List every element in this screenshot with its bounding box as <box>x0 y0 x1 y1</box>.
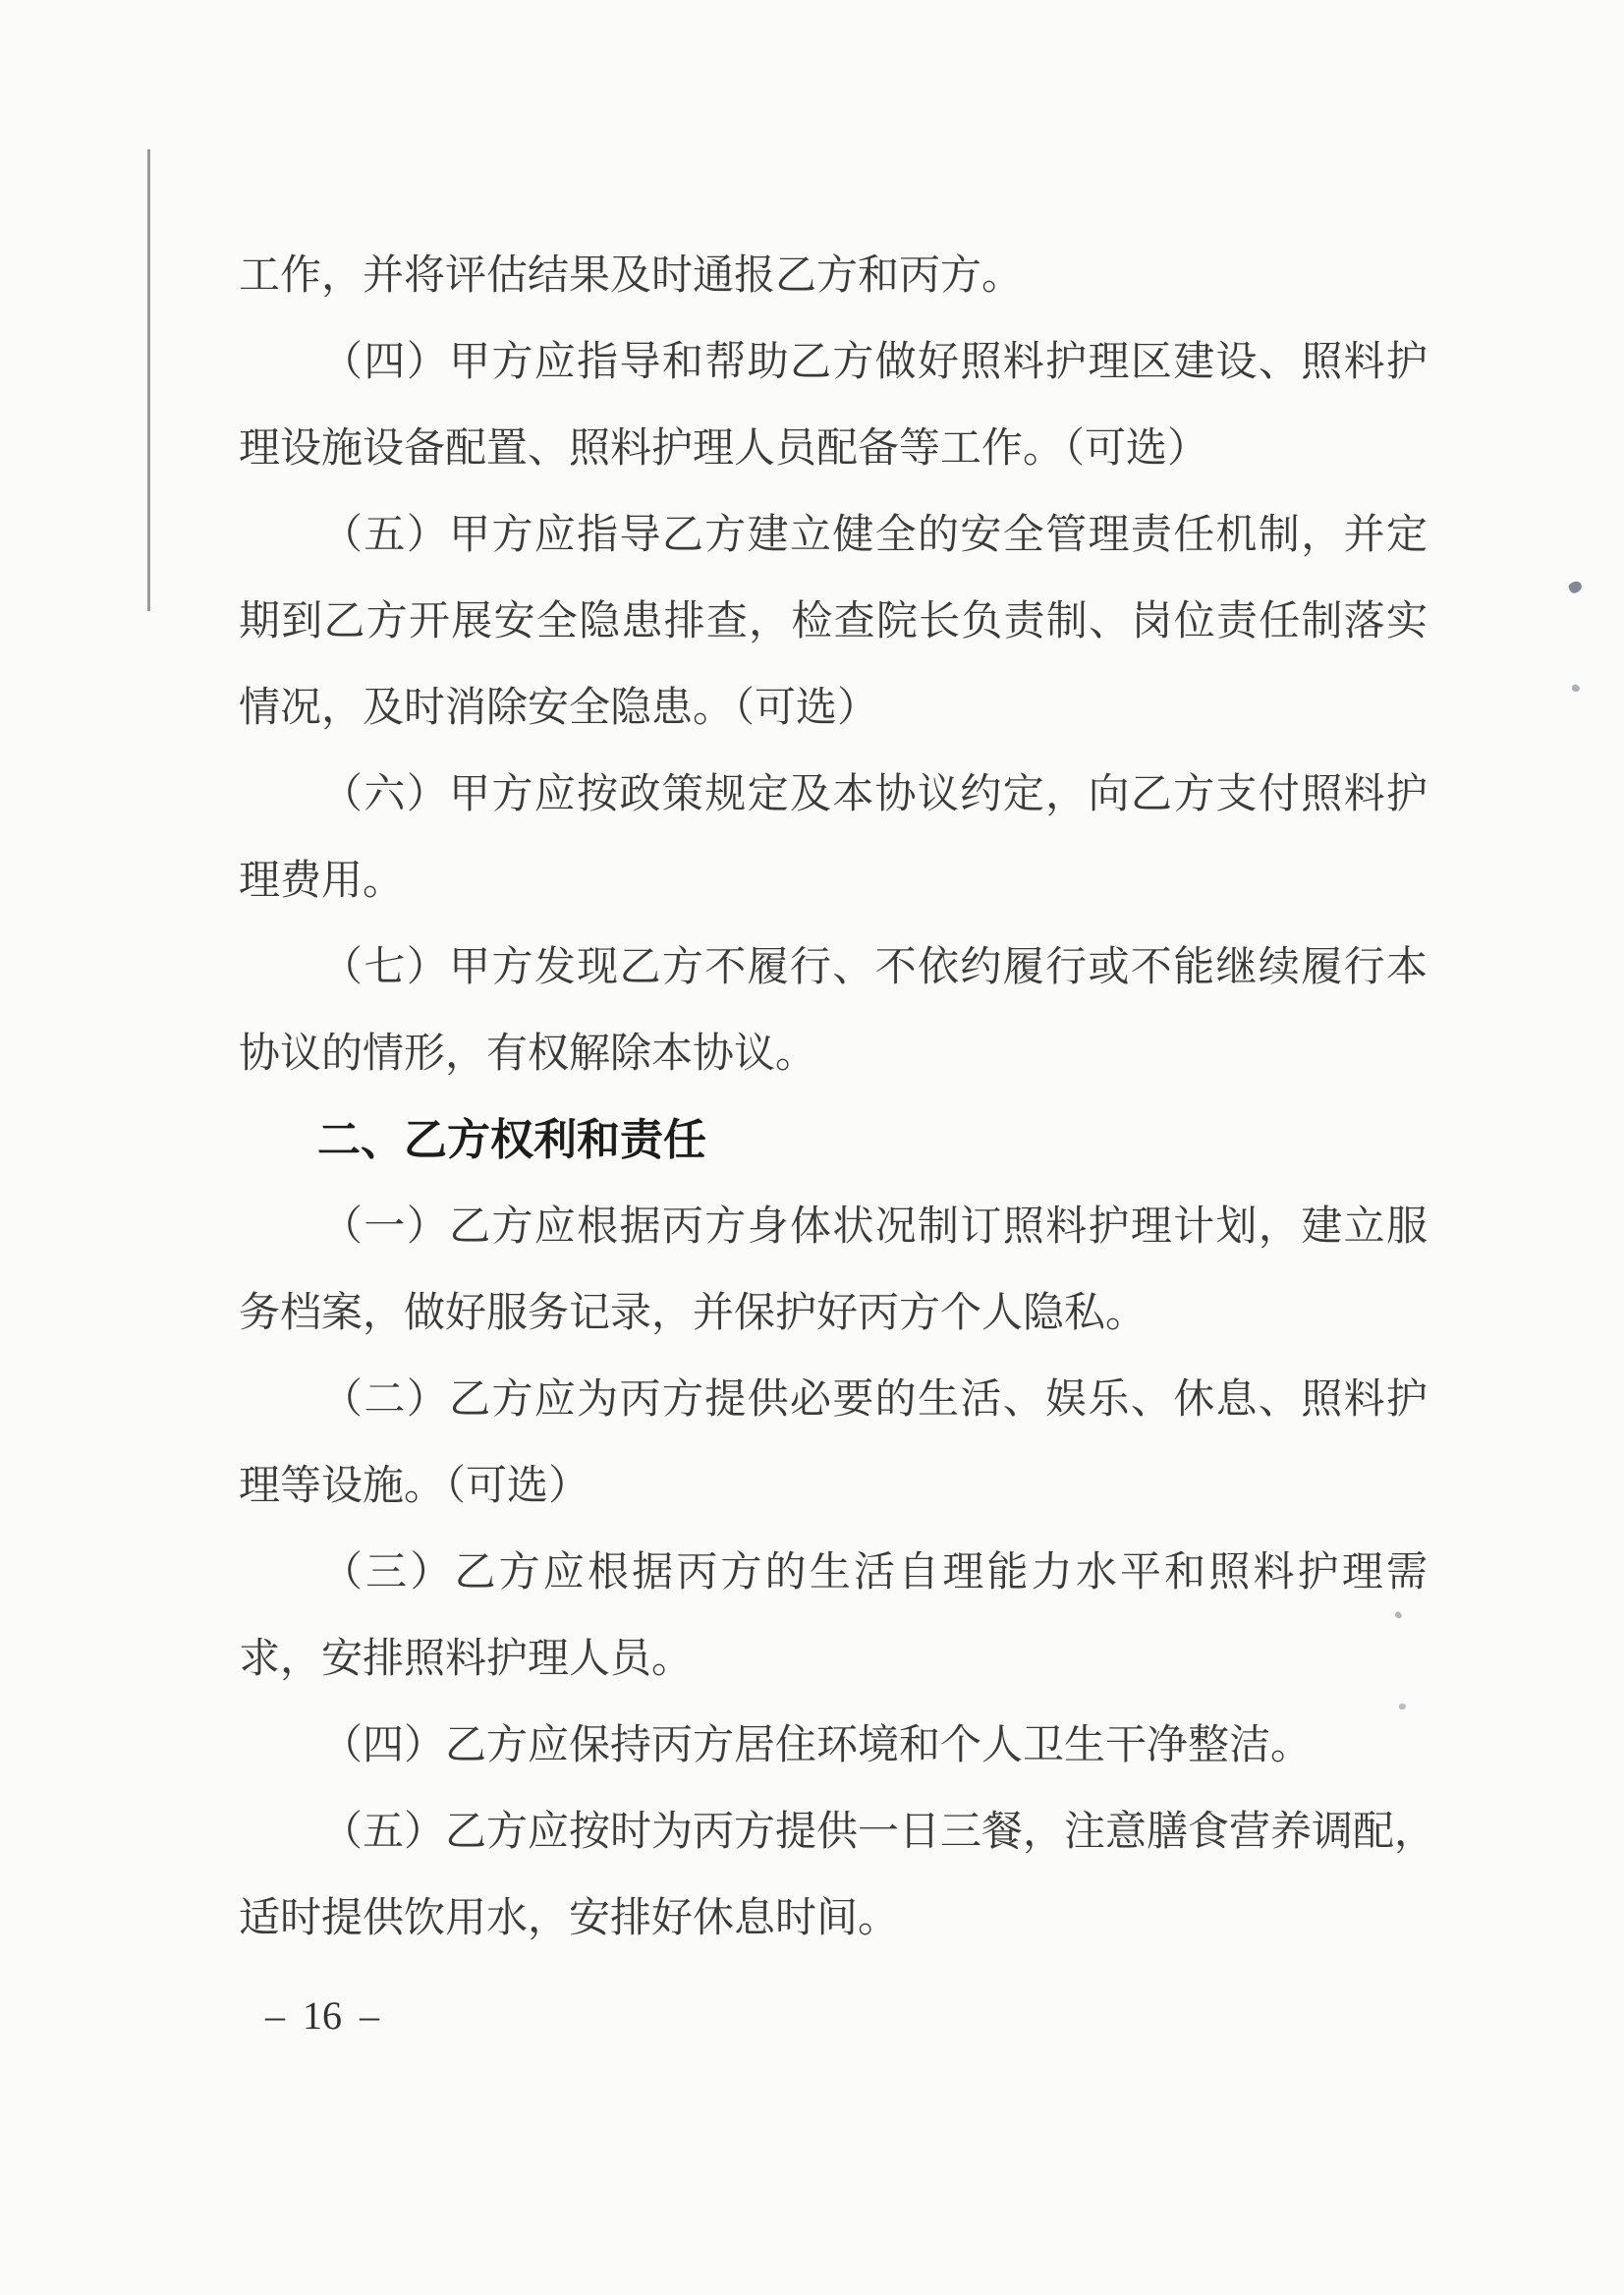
section-heading: 二、乙方权利和责任 <box>317 1116 706 1164</box>
text-line: 求，安排照料护理人员。 <box>239 1637 694 1682</box>
text-line: 工作，并将评估结果及时通报乙方和丙方。 <box>239 253 1024 299</box>
scan-speck <box>1571 684 1581 693</box>
text-line: （一）乙方应根据丙方身体状况制订照料护理计划，建立服 <box>321 1204 1428 1250</box>
text-line: 务档案，做好服务记录，并保护好丙方个人隐私。 <box>239 1291 1148 1336</box>
page-number: – 16 – <box>265 1993 379 2038</box>
document-body <box>239 233 1436 1962</box>
text-line: （四）乙方应保持丙方居住环境和个人卫生干净整洁。 <box>321 1723 1313 1768</box>
text-line: （四）甲方应指导和帮助乙方做好照料护理区建设、照料护 <box>321 340 1428 385</box>
scan-edge-line <box>147 149 150 611</box>
text-line: （三）乙方应根据丙方的生活自理能力水平和照料护理需 <box>321 1550 1428 1595</box>
text-line: 适时提供饮用水，安排好休息时间。 <box>239 1896 900 1941</box>
text-line: （五）乙方应按时为丙方提供一日三餐，注意膳食营养调配， <box>321 1810 1436 1855</box>
text-line: （五）甲方应指导乙方建立健全的安全管理责任机制，并定 <box>321 513 1428 558</box>
scan-speck <box>1567 579 1584 594</box>
text-line: （二）乙方应为丙方提供必要的生活、娱乐、休息、照料护 <box>321 1377 1428 1423</box>
text-line: 期到乙方开展安全隐患排查，检查院长负责制、岗位责任制落实 <box>239 599 1428 644</box>
text-line: 协议的情形，有权解除本协议。 <box>239 1032 817 1077</box>
text-line: （六）甲方应按政策规定及本协议约定，向乙方支付照料护 <box>321 772 1428 817</box>
text-line: 情况，及时消除安全隐患。（可选） <box>239 686 879 731</box>
text-line: 理等设施。（可选） <box>239 1464 590 1509</box>
text-line: 理费用。 <box>239 859 405 904</box>
text-line: （七）甲方发现乙方不履行、不依约履行或不能继续履行本 <box>321 945 1428 990</box>
text-line: 理设施设备配置、照料护理人员配备等工作。（可选） <box>239 426 1209 472</box>
